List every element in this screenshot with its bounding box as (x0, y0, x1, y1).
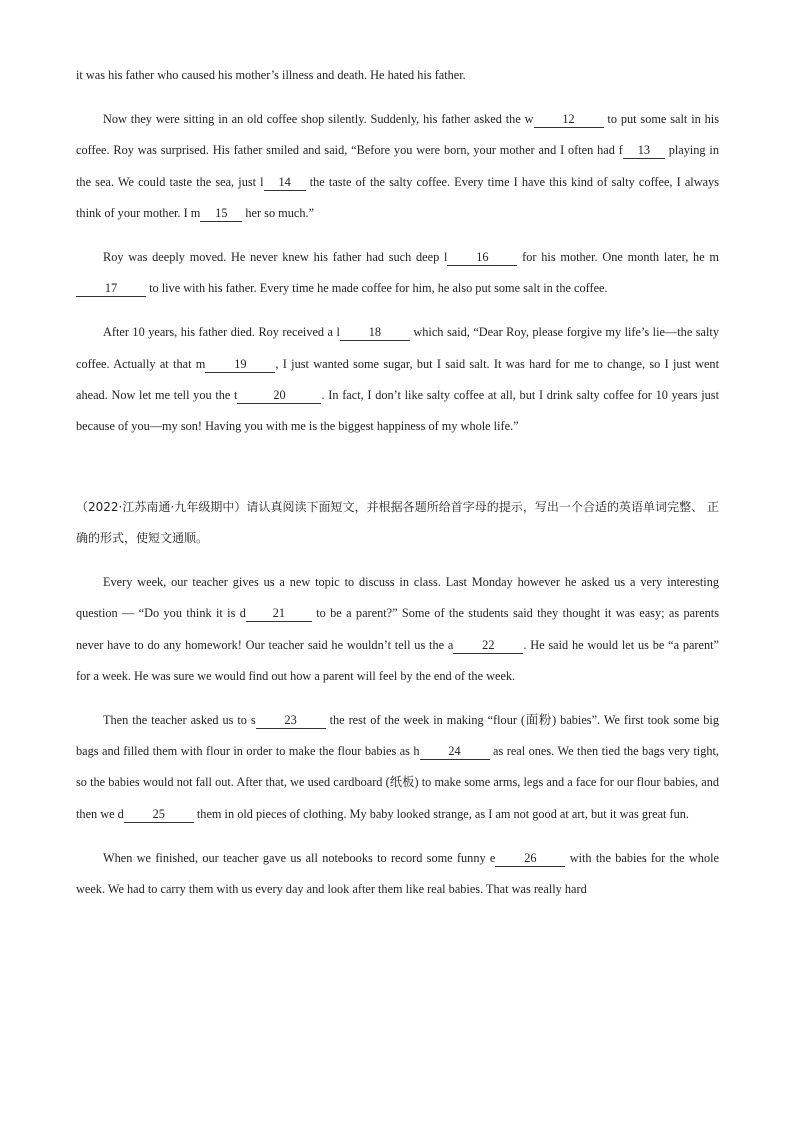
answer-blank-15[interactable]: 15 (200, 206, 242, 222)
paragraph-3 (76, 242, 719, 304)
paragraph-4 (76, 317, 719, 442)
answer-blank-22[interactable]: 22 (453, 638, 523, 654)
text-run: which said, “Dear Roy, please forgive my life’s lie—the salty coffee. Actually at that m (76, 325, 719, 371)
text-run: with the babies for the whole week. We had to carry them with us every day and look after them like real babies. That was really hard (76, 850, 719, 897)
answer-blank-16[interactable]: 16 (447, 250, 517, 266)
answer-blank-13[interactable]: 13 (623, 143, 665, 159)
text-run: Now they were sitting in an old coffee shop silently. Suddenly, his father asked the w (103, 112, 534, 127)
text-run: for his mother. One month later, he m (517, 250, 719, 265)
text-run: to put some salt in his coffee. Roy was surprised. His father smiled and said, “Before you were born, your mother and I often had f (76, 112, 719, 158)
answer-blank-19[interactable]: 19 (205, 357, 275, 373)
text-run: . He said he would let us be “a parent” for a week. He was sure we would find out how a parent will feel by the end of the week. (76, 637, 720, 683)
paragraph-5 (76, 567, 719, 692)
answer-blank-26[interactable]: 26 (495, 851, 565, 867)
answer-blank-25[interactable]: 25 (124, 807, 194, 823)
answer-blank-20[interactable]: 20 (237, 388, 321, 404)
answer-blank-12[interactable]: 12 (534, 112, 604, 128)
answer-blank-17[interactable]: 17 (76, 281, 146, 297)
answer-blank-24[interactable]: 24 (420, 744, 490, 760)
text-run: the taste of the salty coffee. Every time I have this kind of salty coffee, I always think of your mother. I m (76, 174, 719, 220)
text-run: After 10 years, his father died. Roy received a l (103, 325, 340, 340)
text-run: her so much.” (242, 205, 315, 220)
paragraph-7 (76, 843, 719, 905)
paragraph-6 (76, 705, 719, 830)
paragraph-2 (76, 104, 719, 229)
text-run: to live with his father. Every time he made coffee for him, he also put some salt in the coffee. (146, 281, 608, 296)
answer-blank-21[interactable]: 21 (246, 606, 312, 622)
text-run: Every week, our teacher gives us a new topic to discuss in class. Last Monday however he asked us a very interesting question — “Do you think it is d (76, 575, 719, 621)
text-run: the rest of the week in making “flour (面粉) babies”. We first took some big bags and filled them with flour in order to make the flour babies as h (76, 713, 719, 759)
text-run: them in old pieces of clothing. My baby looked strange, as I am not good at art, but it was great fun. (193, 806, 689, 821)
answer-blank-14[interactable]: 14 (264, 175, 306, 191)
paragraph-1: it was his father who caused his mother’s illness and death. He hated his father. (76, 68, 466, 82)
text-run: playing in the sea. We could taste the sea, just l (76, 143, 719, 189)
text-run: Roy was deeply moved. He never knew his father had such deep l (103, 250, 448, 265)
answer-blank-23[interactable]: 23 (256, 713, 326, 729)
section-heading: （2022·江苏南通·九年级期中）请认真阅读下面短文，并根据各题所给首字母的提示，写出一个合适的英语单词完整、 正确的形式，使短文通顺。 (76, 500, 719, 546)
text-run: . In fact, I don’t like salty coffee at all, but I drink salty coffee for 10 years just because of you—my son! Having you with me is the biggest happiness of my whole life.” (76, 387, 719, 434)
answer-blank-18[interactable]: 18 (340, 325, 410, 341)
text-run: to be a parent?” Some of the students said they thought it was easy; as parents never have to do any homework! Our teacher said he wouldn’t tell us the a (76, 606, 719, 652)
text-run: as real ones. We then tied the bags very tight, so the babies would not fall out. After that, we used cardboard (纸板) to make some arms, legs and a face for our flour babies, and then we d (76, 744, 720, 821)
text-run: Then the teacher asked us to s (103, 713, 256, 728)
document-page (76, 60, 719, 905)
text-run: When we finished, our teacher gave us all notebooks to record some funny e (103, 850, 496, 865)
text-run: , I just wanted some sugar, but I said salt. It was hard for me to change, so I just went ahead. Now let me tell you the t (76, 356, 719, 402)
